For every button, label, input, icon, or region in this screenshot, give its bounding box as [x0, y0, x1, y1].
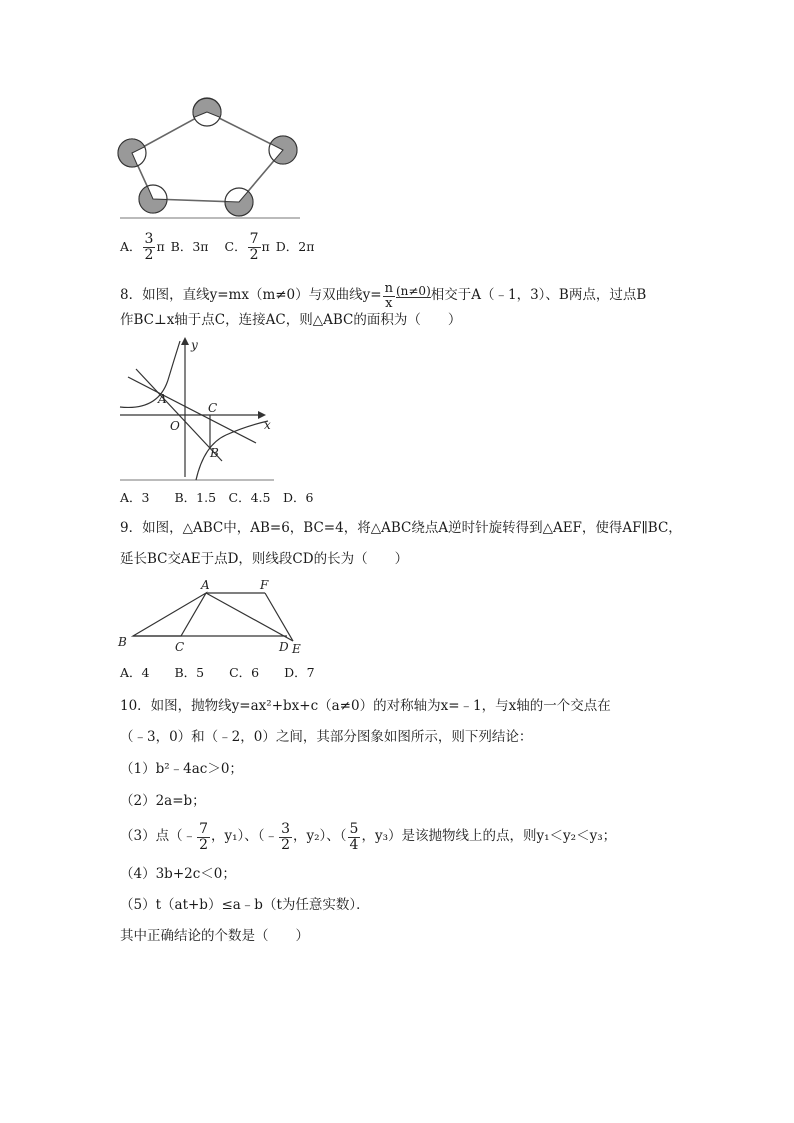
hyperbola-branch-left: [120, 341, 180, 407]
q8-condition: (n≠0): [395, 283, 431, 298]
q7-option-b: B．3π: [170, 238, 209, 254]
q10-c3-part-d: ，y₃）是该抛物线上的点，则y₁＜y₂＜y₃；: [361, 828, 617, 845]
q8-line1-start: 8．如图，直线y=mx（m≠0）与双曲线y=: [120, 287, 382, 304]
triangle-abc: [133, 593, 206, 636]
q10-conclusion-3: [120, 822, 616, 852]
q8-line1-end: 相交于A（﹣1，3）、B两点，过点B: [430, 287, 647, 304]
q10-c3-part-a: （3）点（﹣: [120, 828, 197, 845]
triangle-rotation-figure: [115, 575, 305, 655]
q7-option-a-label: A．: [120, 238, 142, 254]
q10-conclusion-2: （2）2a=b；: [120, 793, 206, 809]
label-x: x: [264, 418, 271, 432]
q10-line2: （﹣3，0）和（﹣2，0）之间，其部分图象如图所示，则下列结论：: [120, 729, 533, 745]
q7-option-c-pi: π: [261, 238, 270, 254]
q7-option-a-pi: π: [156, 238, 165, 254]
q7-option-c-label: C．: [224, 238, 247, 254]
q9-line1: 9．如图，△ABC中，AB=6，BC=4，将△ABC绕点A逆时针旋转得到△AEF，使得AF∥BC，: [120, 520, 682, 536]
q10-fraction-3-2: $\frac{3}{2}$: [281, 821, 290, 853]
q7-option-a-fraction: $\frac{3}{2}$: [144, 231, 154, 263]
q10-c3-part-b: ，y₁）、（﹣: [211, 828, 279, 845]
label-d: D: [279, 640, 289, 654]
q9-line2: 延长BC交AE于点D，则线段CD的长为（ ）: [120, 551, 409, 567]
q10-conclusion-1: （1）b²﹣4ac＞0；: [120, 761, 243, 777]
q10-fraction-7-2: $\frac{7}{2}$: [199, 821, 209, 853]
segment-ae: [206, 593, 293, 641]
q9-options: A．4 B．5 C．6 D．7: [120, 665, 315, 680]
hyperbola-branch-right: [196, 421, 268, 480]
y-axis-arrow: [181, 337, 189, 345]
pentagon-circles-figure: [115, 95, 305, 225]
q8-hyperbola-fraction: $\frac{n}{x}$: [384, 281, 393, 311]
label-f: F: [260, 578, 269, 592]
q10-question: 其中正确结论的个数是（ ）: [120, 928, 309, 944]
q10-conclusion-5: （5）t（at+b）≤a﹣b（t为任意实数）．: [120, 897, 370, 913]
label-o: O: [170, 419, 180, 433]
q8-line1: [120, 282, 646, 310]
hyperbola-line-figure: [118, 335, 276, 485]
label-a: A: [158, 392, 167, 406]
q7-option-d: D．2π: [275, 238, 315, 254]
label-e: E: [292, 642, 301, 655]
label-c: C: [208, 401, 218, 415]
q10-fraction-5-4: $\frac{5}{4}$: [349, 821, 359, 853]
q7-options: [120, 232, 314, 262]
q10-line1: 10．如图，抛物线y=ax²+bx+c（a≠0）的对称轴为x=﹣1，与x轴的一个交点在: [120, 698, 611, 714]
q7-option-c-fraction: $\frac{7}{2}$: [249, 231, 259, 263]
label-a: A: [201, 578, 210, 592]
label-b: B: [210, 446, 219, 460]
label-y: y: [191, 338, 198, 352]
q10-conclusion-4: （4）3b+2c＜0；: [120, 866, 236, 882]
q8-line2: 作BC⊥x轴于点C，连接AC，则△ABC的面积为（ ）: [120, 312, 462, 328]
q8-options: A．3 B．1.5 C．4.5 D．6: [120, 490, 314, 505]
label-c: C: [175, 640, 185, 654]
q10-c3-part-c: ，y₂）、（: [292, 828, 347, 845]
label-b: B: [118, 635, 127, 649]
line-ac: [128, 377, 256, 443]
